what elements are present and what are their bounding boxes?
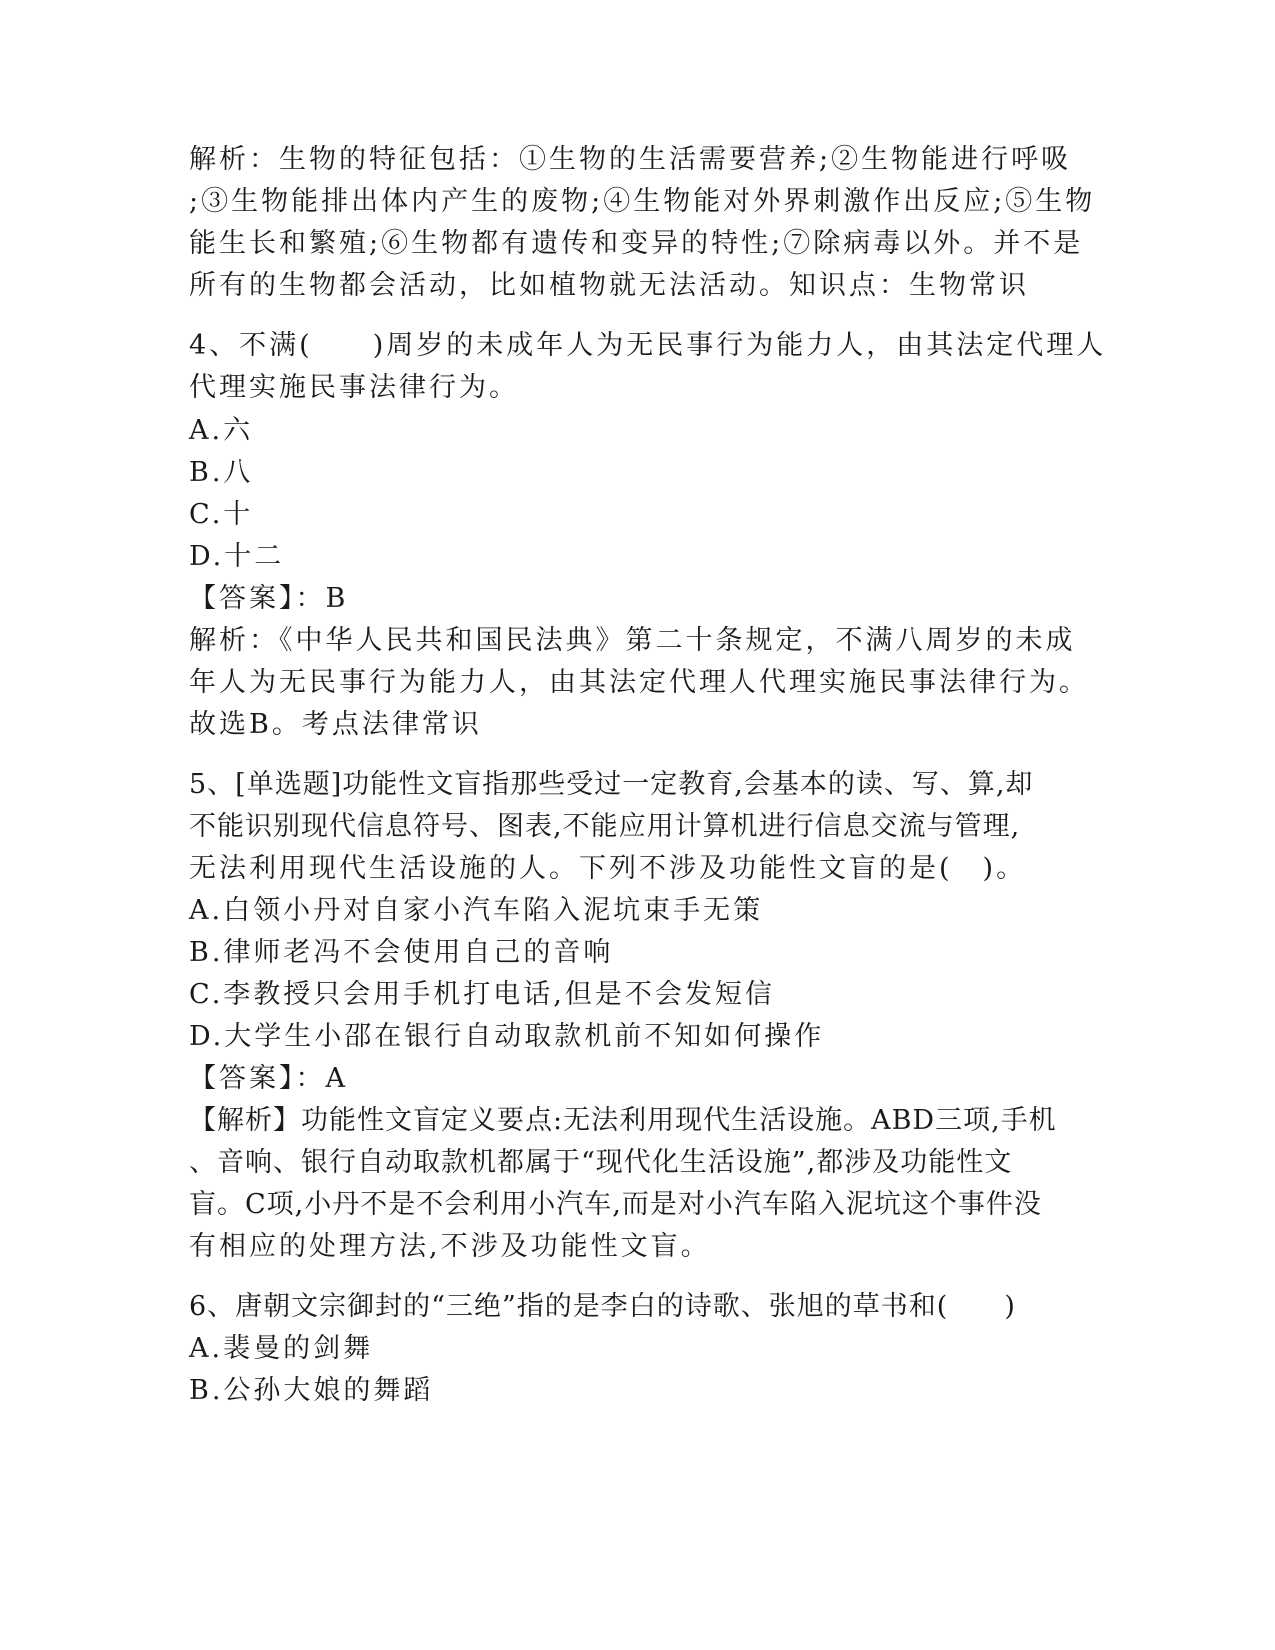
question-stem: 5、[单选题]功能性文盲指那些受过一定教育,会基本的读、写、算,却 xyxy=(189,769,1034,800)
answer: 【答案】：A xyxy=(189,1063,348,1094)
question-stem: 无法利用现代生活设施的人。下列不涉及功能性文盲的是( )。 xyxy=(189,853,1027,884)
explanation-line: 故选B。考点法律常识 xyxy=(189,709,482,740)
option-a: A.六 xyxy=(189,415,254,446)
explanation-line: 解析：《中华人民共和国民法典》第二十条规定，不满八周岁的未成 xyxy=(189,625,1076,656)
explanation-line: 年人为无民事行为能力人，由其法定代理人代理实施民事法律行为。 xyxy=(189,667,1089,698)
explanation-line: 盲。C项,小丹不是不会利用小汽车,而是对小汽车陷入泥坑这个事件没 xyxy=(189,1189,1042,1220)
option-b: B.律师老冯不会使用自己的音响 xyxy=(189,937,614,968)
explanation-line: 、音响、银行自动取款机都属于“现代化生活设施”,都涉及功能性文 xyxy=(189,1147,1013,1178)
option-b: B.公孙大娘的舞蹈 xyxy=(189,1375,434,1406)
answer: 【答案】：B xyxy=(189,583,349,614)
question-stem: 4、不满( )周岁的未成年人为无民事行为能力人，由其法定代理人 xyxy=(189,330,1107,361)
explanation-line: 有相应的处理方法,不涉及功能性文盲。 xyxy=(189,1231,711,1262)
option-d: D.十二 xyxy=(189,541,285,572)
explanation-line: ;③生物能排出体内产生的废物;④生物能对外界刺激作出反应;⑤生物 xyxy=(189,186,1096,217)
option-b: B.八 xyxy=(189,457,254,488)
option-a: A.裴曼的剑舞 xyxy=(189,1333,374,1364)
option-a: A.白领小丹对自家小汽车陷入泥坑束手无策 xyxy=(189,895,764,926)
option-c: C.十 xyxy=(189,499,254,530)
option-c: C.李教授只会用手机打电话,但是不会发短信 xyxy=(189,979,775,1010)
question-stem: 代理实施民事法律行为。 xyxy=(189,372,519,403)
option-d: D.大学生小邵在银行自动取款机前不知如何操作 xyxy=(189,1021,825,1052)
question-stem: 6、唐朝文宗御封的“三绝”指的是李白的诗歌、张旭的草书和( ) xyxy=(189,1291,1016,1322)
explanation-line: 解析：生物的特征包括：①生物的生活需要营养;②生物能进行呼吸 xyxy=(189,144,1072,175)
question-stem: 不能识别现代信息符号、图表,不能应用计算机进行信息交流与管理, xyxy=(189,811,1021,842)
explanation-line: 【解析】功能性文盲定义要点:无法利用现代生活设施。ABD三项,手机 xyxy=(189,1105,1057,1136)
explanation-line: 能生长和繁殖;⑥生物都有遗传和变异的特性;⑦除病毒以外。并不是 xyxy=(189,228,1084,259)
explanation-line: 所有的生物都会活动，比如植物就无法活动。知识点：生物常识 xyxy=(189,270,1029,301)
